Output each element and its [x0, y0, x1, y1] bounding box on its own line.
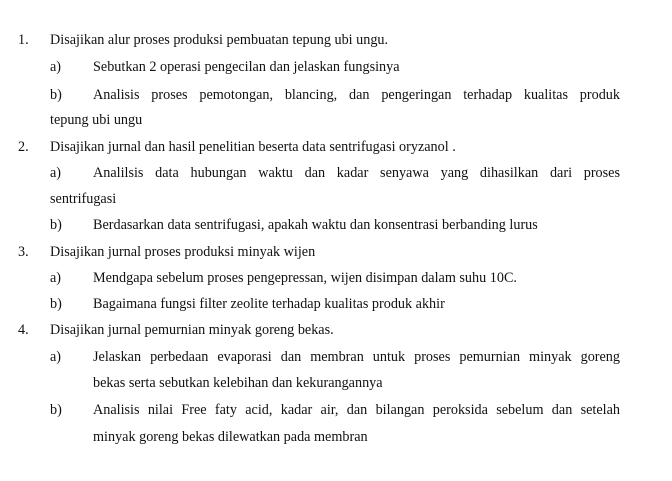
question-4a-text: Jelaskan perbedaan evaporasi dan membran untuk proses pemurnian minyak goreng	[93, 349, 620, 365]
question-2a-text: Analilsis data hubungan waktu dan kadar senyawa yang dihasilkan dari proses	[93, 165, 620, 181]
question-4a-continuation: bekas serta sebutkan kelebihan dan kekurangannya	[93, 375, 383, 391]
question-4b-continuation: minyak goreng bekas dilewatkan pada membran	[93, 429, 368, 445]
question-2b-label: b)	[50, 217, 62, 233]
question-4-number: 4.	[18, 322, 29, 338]
question-4a-label: a)	[50, 349, 62, 365]
question-1a-text: Sebutkan 2 operasi pengecilan dan jelaskan fungsinya	[93, 59, 400, 75]
question-1-text: Disajikan alur proses produksi pembuatan tepung ubi ungu.	[50, 32, 389, 48]
question-3-number: 3.	[18, 244, 29, 260]
question-3a-text: Mendgapa sebelum proses pengepressan, wijen disimpan dalam suhu 10C.	[93, 270, 517, 286]
question-1b-text: Analisis proses pemotongan, blancing, dan pengeringan terhadap kualitas produk	[93, 87, 620, 103]
question-3b-label: b)	[50, 296, 62, 312]
question-1-number: 1.	[18, 32, 29, 48]
question-4b-text: Analisis nilai Free faty acid, kadar air, dan bilangan peroksida sebelum dan setelah	[93, 402, 620, 418]
question-2a-continuation: sentrifugasi	[50, 191, 117, 207]
question-1b-label: b)	[50, 87, 62, 103]
question-1a-label: a)	[50, 59, 62, 75]
question-2-text: Disajikan jurnal dan hasil penelitian beserta data sentrifugasi oryzanol .	[50, 139, 456, 155]
question-4-text: Disajikan jurnal pemurnian minyak goreng bekas.	[50, 322, 334, 338]
question-3b-text: Bagaimana fungsi filter zeolite terhadap kualitas produk akhir	[93, 296, 445, 312]
question-2-number: 2.	[18, 139, 29, 155]
question-1b-continuation: tepung ubi ungu	[50, 112, 143, 128]
question-2a-label: a)	[50, 165, 62, 181]
question-3-text: Disajikan jurnal proses produksi minyak wijen	[50, 244, 316, 260]
question-2b-text: Berdasarkan data sentrifugasi, apakah waktu dan konsentrasi berbanding lurus	[93, 217, 538, 233]
question-3a-label: a)	[50, 270, 62, 286]
question-4b-label: b)	[50, 402, 62, 418]
